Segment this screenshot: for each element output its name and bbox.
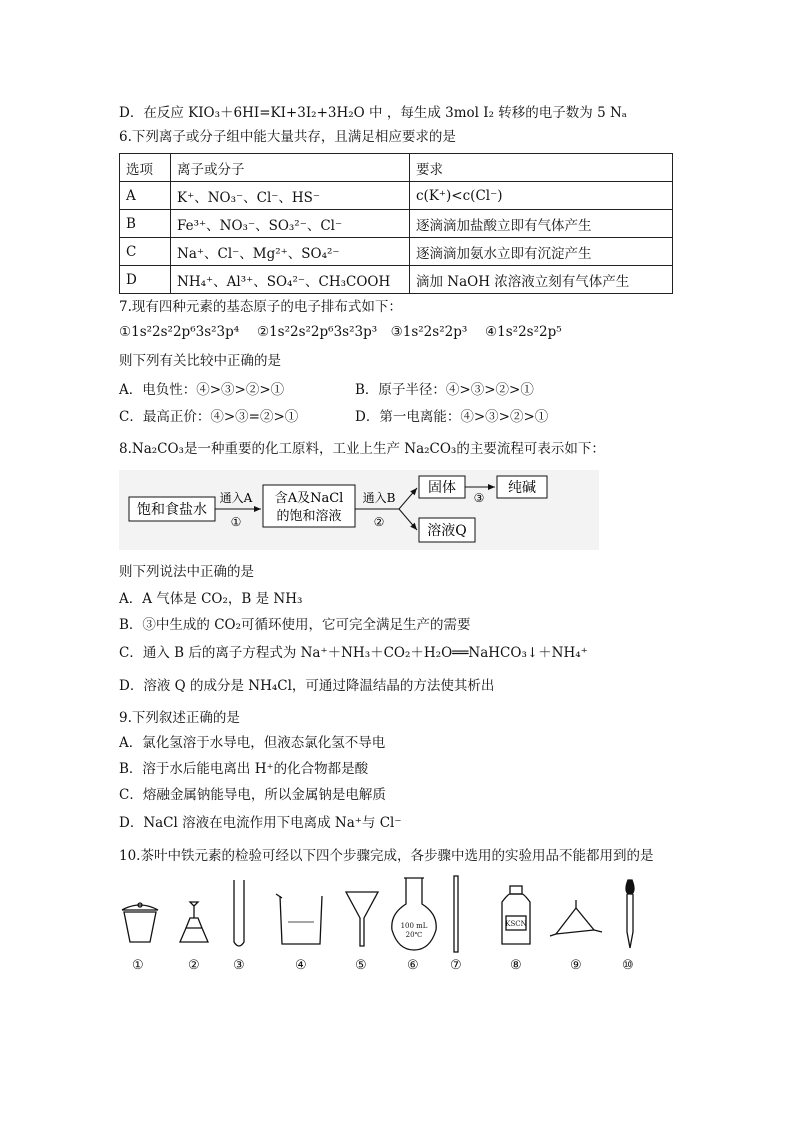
q9-option-b: B．溶于水后能电离出 H⁺的化合物都是酸 [119, 761, 369, 777]
dropper-icon [626, 880, 634, 948]
table-row [120, 266, 673, 294]
q8-option-b: B．③中生成的 CO₂可循环使用，它可完全满足生产的需要 [119, 617, 471, 633]
test-tube-icon [234, 880, 244, 946]
equipment-label: ② [188, 958, 200, 973]
flask-volume-text: 100 mL [400, 922, 428, 930]
flow-box-brine-label: 饱和食盐水 [137, 502, 207, 518]
q7-option-a: A．电负性：④>③>②>① [119, 382, 285, 398]
flow-arrow-1-label: 通入A [219, 491, 253, 505]
flow-arrow-2-label: 通入B [362, 491, 396, 505]
table-cell: 逐滴滴加盐酸立即有气体产生 [410, 210, 673, 238]
equipment-label: ⑥ [407, 958, 419, 973]
flow-box-saturated-line1: 含A及NaCl [274, 491, 344, 506]
q7-option-d: D．第一电离能：④>③>②>① [355, 409, 549, 425]
flow-box-solid-label: 固体 [428, 480, 456, 496]
q9-stem: 9.下列叙述正确的是 [119, 710, 240, 726]
table-cell: A [120, 182, 171, 210]
flow-box-saturated-line2: 的饱和溶液 [276, 509, 342, 524]
equipment-label: ③ [233, 958, 245, 973]
table-row [120, 182, 673, 210]
q9-option-a: A．氯化氢溶于水导电，但液态氯化氢不导电 [119, 735, 386, 751]
table-header-cell: 选项 [120, 154, 171, 182]
q6-stem: 6.下列离子或分子组中能大量共存，且满足相应要求的是 [119, 129, 456, 145]
q7-stem: 7.现有四种元素的基态原子的电子排布式如下： [119, 299, 402, 315]
flask-temp-text: 20℃ [405, 931, 423, 939]
table-cell: B [120, 210, 171, 238]
equipment-label: ⑨ [570, 958, 582, 973]
q8-flow-diagram [119, 470, 599, 550]
equipment-label: ⑤ [355, 958, 367, 973]
table-header-cell: 要求 [410, 154, 673, 182]
q8-option-a: A．A 气体是 CO₂，B 是 NH₃ [119, 591, 303, 607]
clay-triangle-icon [550, 900, 602, 936]
funnel-icon [346, 892, 378, 946]
alcohol-lamp-icon [180, 902, 208, 942]
flow-box-solution-q-label: 溶液Q [427, 523, 467, 539]
crucible-icon [122, 903, 158, 942]
table-cell: 逐滴滴加氨水立即有沉淀产生 [410, 238, 673, 266]
table-header-row [120, 154, 673, 182]
table-cell: K⁺、NO₃⁻、Cl⁻、HS⁻ [171, 182, 410, 210]
equipment-label: ⑦ [450, 958, 462, 973]
q6-table [119, 153, 673, 294]
q9-option-c: C．熔融金属钠能导电，所以金属钠是电解质 [119, 787, 386, 803]
equipment-illustrations [110, 872, 670, 958]
glass-rod-icon [454, 876, 458, 952]
equipment-label: ⑧ [510, 958, 522, 973]
q8-sub: 则下列说法中正确的是 [119, 564, 254, 580]
flow-arrow-1-step: ① [230, 515, 242, 529]
table-cell: Na⁺、Cl⁻、Mg²⁺、SO₄²⁻ [171, 238, 410, 266]
equipment-label: ④ [295, 958, 307, 973]
q8-stem: 8.Na₂CO₃是一种重要的化工原料，工业上生产 Na₂CO₃的主要流程可表示如下： [119, 441, 605, 457]
bottle-kscn-text: KSCN [505, 920, 527, 928]
table-row [120, 238, 673, 266]
table-cell: Fe³⁺、NO₃⁻、SO₃²⁻、Cl⁻ [171, 210, 410, 238]
table-cell: D [120, 266, 171, 294]
table-cell: NH₄⁺、Al³⁺、SO₄²⁻、CH₃COOH [171, 266, 410, 294]
equipment-label: ① [132, 958, 144, 973]
reagent-bottle-icon [502, 886, 530, 944]
q7-option-c: C．最高正价：④>③=②>① [119, 409, 299, 425]
flow-box-soda-label: 纯碱 [508, 480, 536, 496]
volumetric-flask-icon [392, 878, 436, 950]
table-cell: C [120, 238, 171, 266]
flow-arrow-2-step: ② [373, 515, 385, 529]
equipment-label: ⑩ [622, 958, 634, 973]
flow-arrow-3-step: ③ [473, 491, 485, 505]
q10-equipment-row [110, 872, 670, 982]
q7-option-b: B．原子半径：④>③>②>① [355, 382, 534, 398]
q8-option-d: D．溶液 Q 的成分是 NH₄Cl，可通过降温结晶的方法使其析出 [119, 678, 495, 694]
table-cell: 滴加 NaOH 浓溶液立刻有气体产生 [410, 266, 673, 294]
table-row [120, 210, 673, 238]
table-cell: c(K⁺)<c(Cl⁻) [410, 182, 673, 210]
q8-option-c: C．通入 B 后的离子方程式为 Na⁺＋NH₃＋CO₂＋H₂O══NaHCO₃↓＋NH₄⁺ [119, 645, 588, 661]
q10-stem: 10.茶叶中铁元素的检验可经以下四个步骤完成，各步骤中选用的实验用品不能都用到的是 [119, 848, 654, 864]
beaker-icon [276, 894, 322, 944]
table-header-cell: 离子或分子 [171, 154, 410, 182]
q9-option-d: D．NaCl 溶液在电流作用下电离成 Na⁺与 Cl⁻ [119, 815, 402, 831]
q5-option-d: D．在反应 KIO₃＋6HI=KI+3I₂+3H₂O 中 ，每生成 3mol I₂ 转移的电子数为 5 Nₐ [119, 105, 627, 121]
q7-configs: ①1s²2s²2p⁶3s²3p⁴ ②1s²2s²2p⁶3s²3p³ ③1s²2s²2p³ ④1s²2s²2p⁵ [119, 324, 562, 340]
q7-sub: 则下列有关比较中正确的是 [119, 353, 281, 369]
